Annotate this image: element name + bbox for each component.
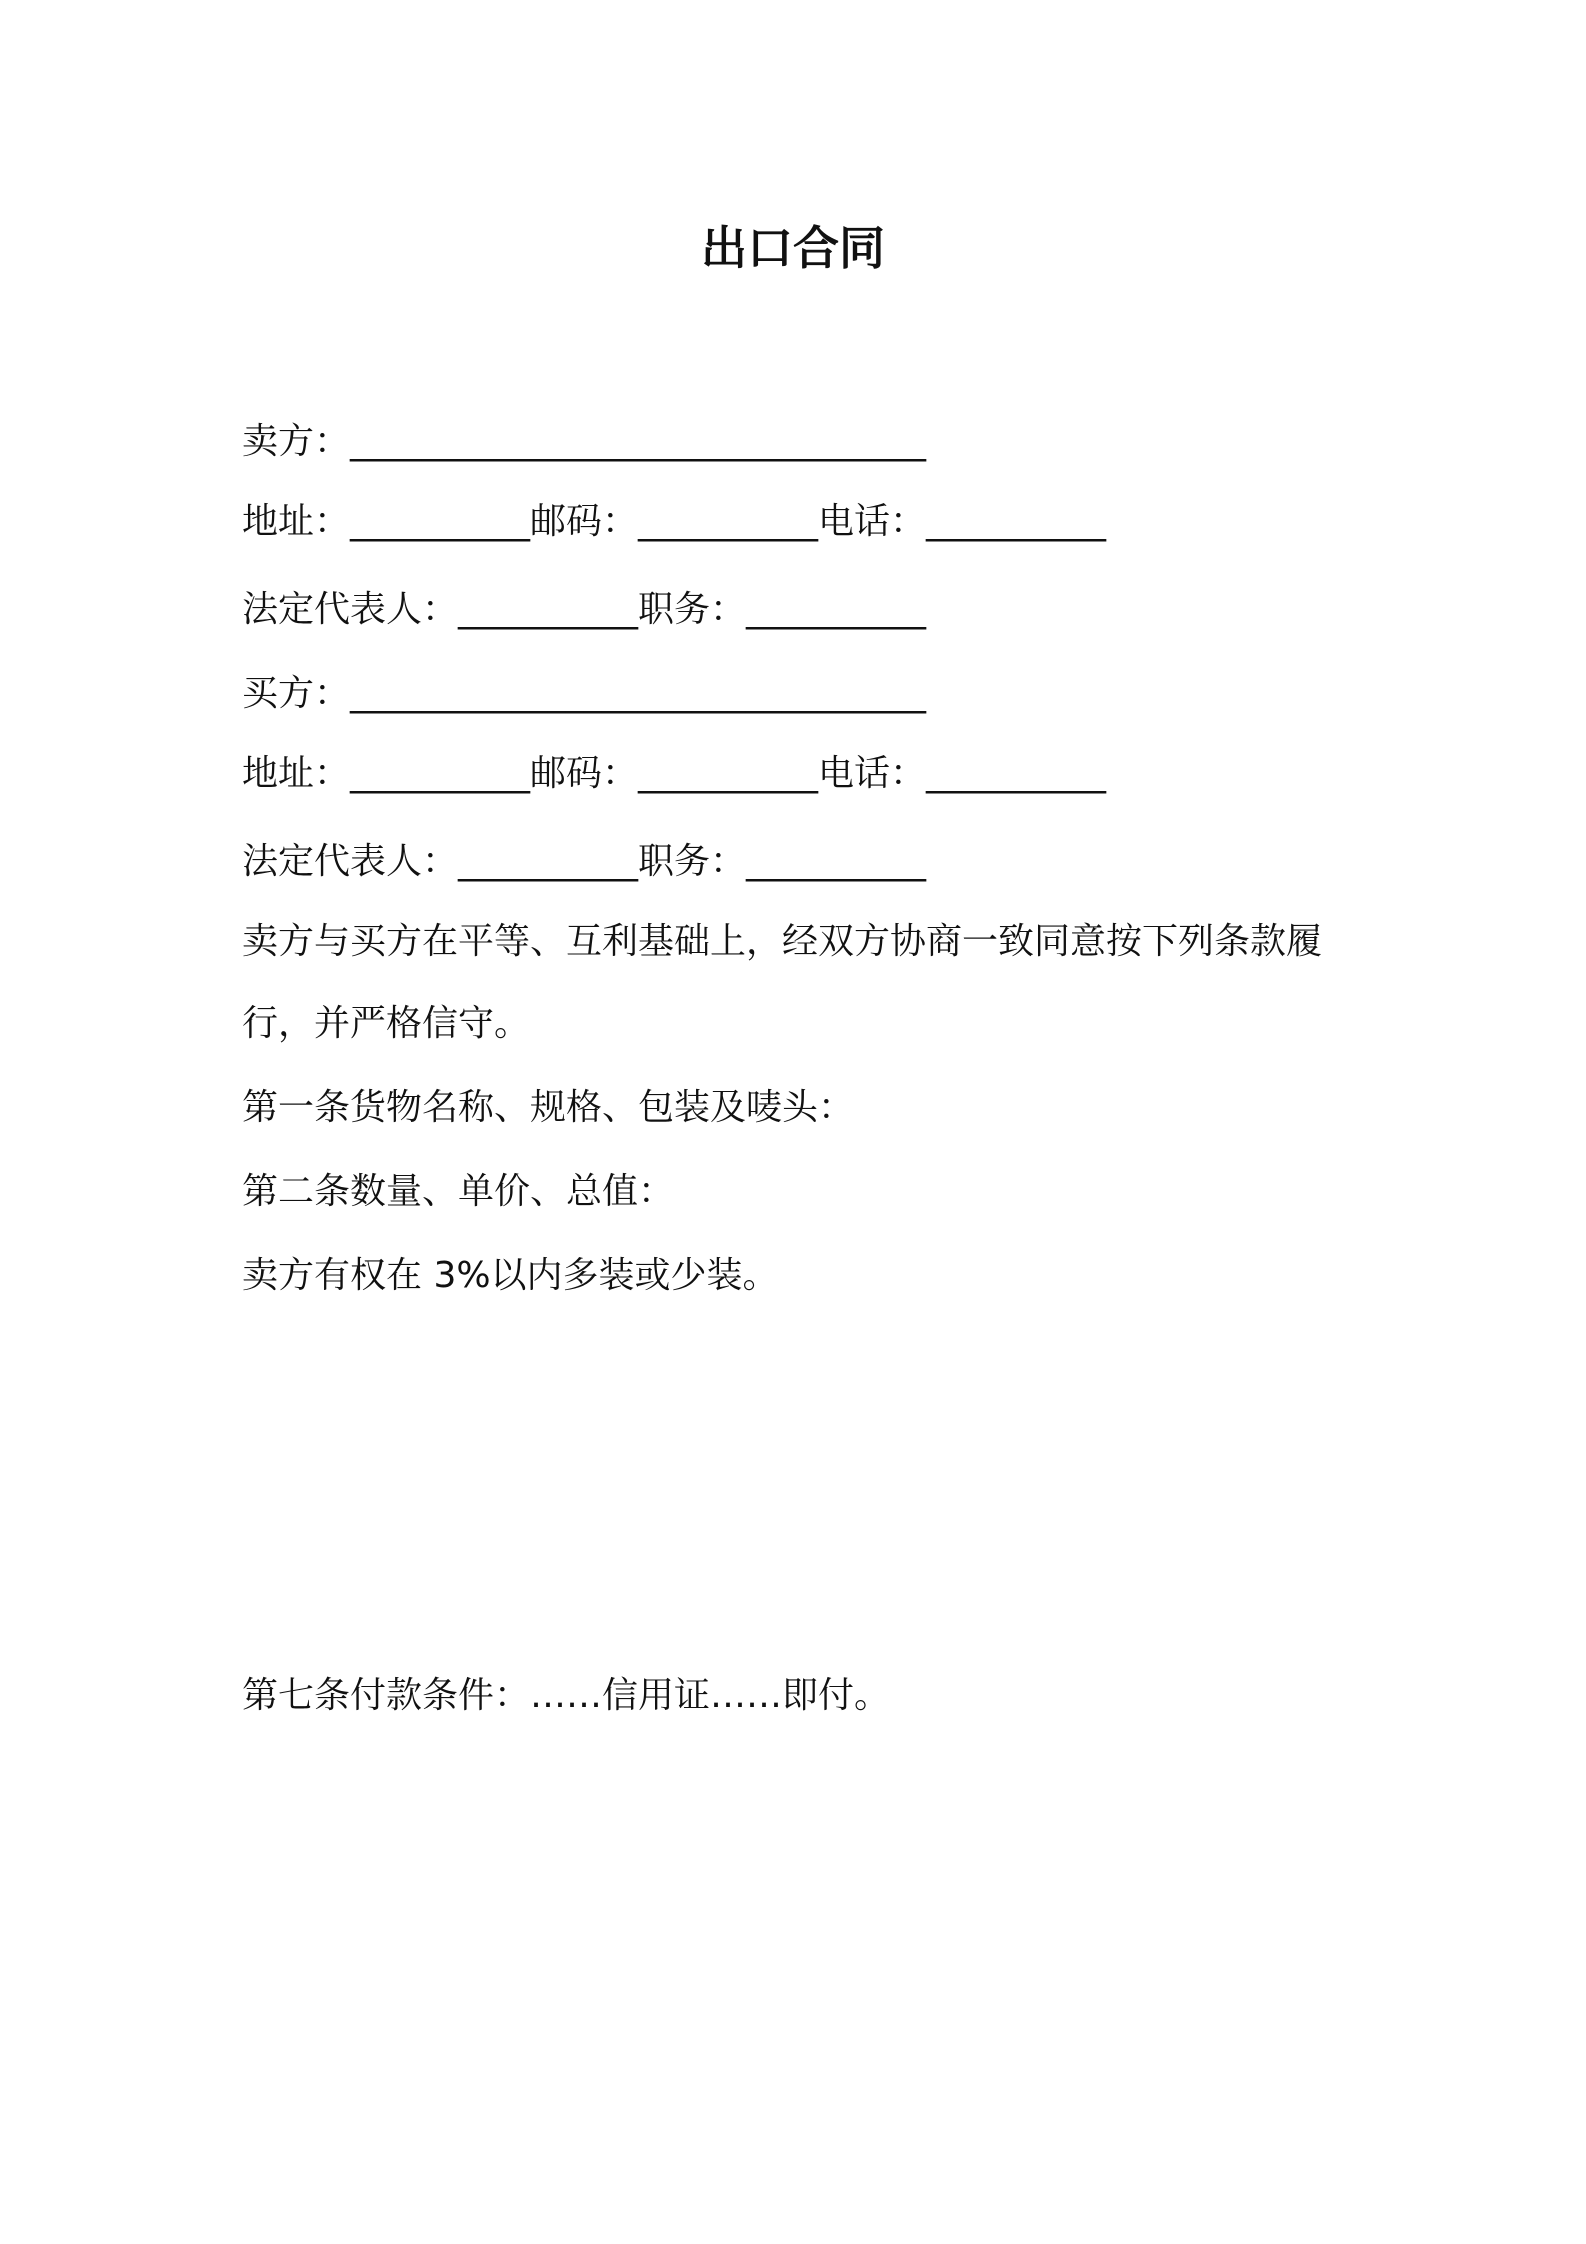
document-title: 出口合同: [701, 221, 885, 275]
buyer-representative-line: 法定代表人：__________职务：__________: [242, 841, 927, 882]
article-2: 第二条数量、单价、总值：: [242, 1171, 675, 1212]
seller-representative-line: 法定代表人：__________职务：__________: [242, 589, 927, 630]
quantity-tolerance: 卖方有权在 3%以内多装或少装。: [242, 1255, 779, 1296]
buyer-line: 买方：________________________________: [242, 673, 927, 714]
seller-address-line: 地址：__________邮码：__________电话：__________: [242, 501, 1107, 542]
buyer-address-line: 地址：__________邮码：__________电话：__________: [242, 753, 1107, 794]
preamble-line-2: 行，并严格信守。: [242, 1003, 531, 1044]
article-7-summary: 第七条付款条件：……信用证……即付。: [242, 1675, 891, 1716]
seller-line: 卖方：________________________________: [242, 421, 927, 462]
preamble-line-1: 卖方与买方在平等、互利基础上，经双方协商一致同意按下列条款履: [242, 921, 1323, 962]
article-1: 第一条货物名称、规格、包装及唛头：: [242, 1087, 855, 1128]
